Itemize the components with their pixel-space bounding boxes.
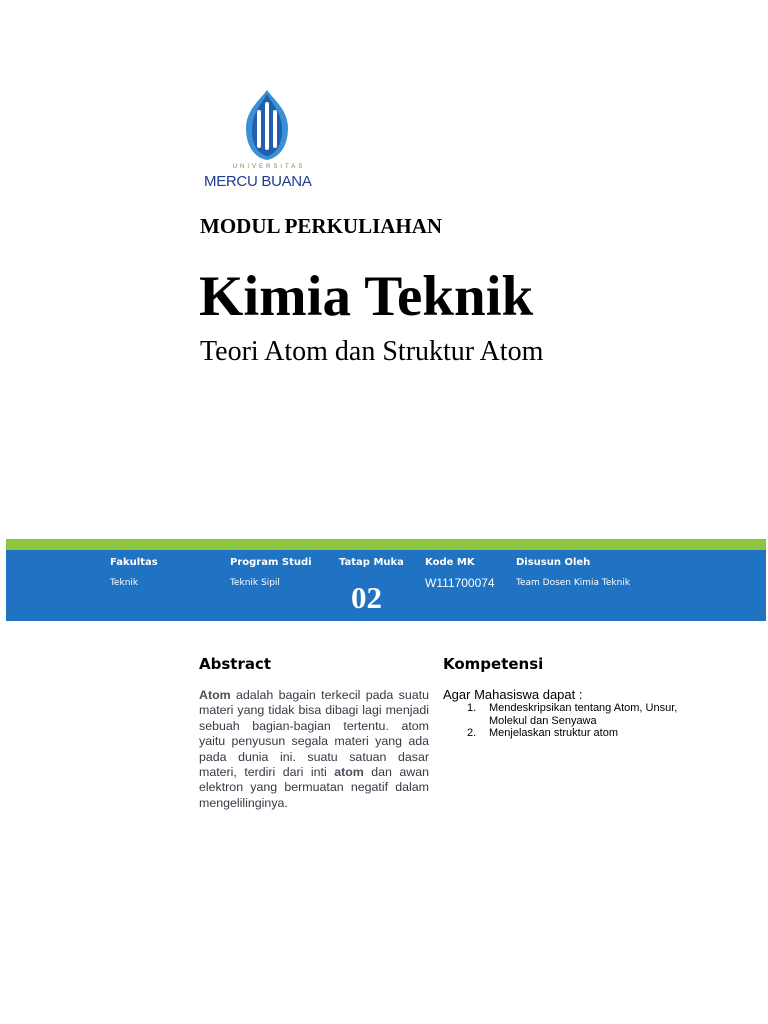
mercu-buana-emblem-icon [244,90,290,162]
kompetensi-heading: Kompetensi [443,655,544,673]
page-title: Kimia Teknik [199,265,534,328]
list-item-text: Menjelaskan struktur atom [489,727,618,739]
disusun-oleh-value: Team Dosen Kimia Teknik [516,578,631,588]
abstract-bold-word: atom [334,765,364,780]
green-divider-bar [6,539,766,550]
list-item [443,702,683,727]
tatap-muka-label: Tatap Muka [339,557,404,568]
abstract-heading: Abstract [199,655,272,673]
list-item [443,727,683,740]
list-item-number: 1. [467,702,477,714]
kode-mk-label: Kode MK [425,557,475,568]
abstract-text-part2: dan awan elektron yang bermuatan negatif dalam mengelilinginya. [199,765,430,810]
list-item-text: Mendeskripsikan tentang Atom, Unsur, Molekul dan Senyawa [489,702,678,727]
program-studi-value: Teknik Sipil [230,578,280,588]
abstract-lead-word: Atom [199,688,231,702]
logo-universitas-text: UNIVERSITAS [232,164,306,170]
kompetensi-intro: Agar Mahasiswa dapat : [443,687,583,702]
logo-name-text: MERCU BUANA [204,173,312,190]
university-logo [200,86,334,194]
kompetensi-list [443,702,683,740]
program-studi-label: Program Studi [230,557,312,568]
list-item-number: 2. [467,727,477,739]
fakultas-value: Teknik [110,578,139,588]
disusun-oleh-label: Disusun Oleh [516,557,591,568]
fakultas-label: Fakultas [110,557,158,568]
abstract-text-part1: adalah bagain terkecil pada suatu materi yang tidak bisa dibagi lagi menjadi sebuah bagian-bagian tertentu. atom yaitu penyusun segala materi yang ada pada dunia ini. suatu satuan dasar materi, terdiri dari inti [199,688,429,780]
page-subtitle: Teori Atom dan Struktur Atom [200,336,544,367]
tatap-muka-value: 02 [351,580,382,615]
modul-heading: MODUL PERKULIAHAN [200,214,443,238]
kode-mk-value: W111700074 [425,576,495,590]
abstract-paragraph [199,688,429,811]
